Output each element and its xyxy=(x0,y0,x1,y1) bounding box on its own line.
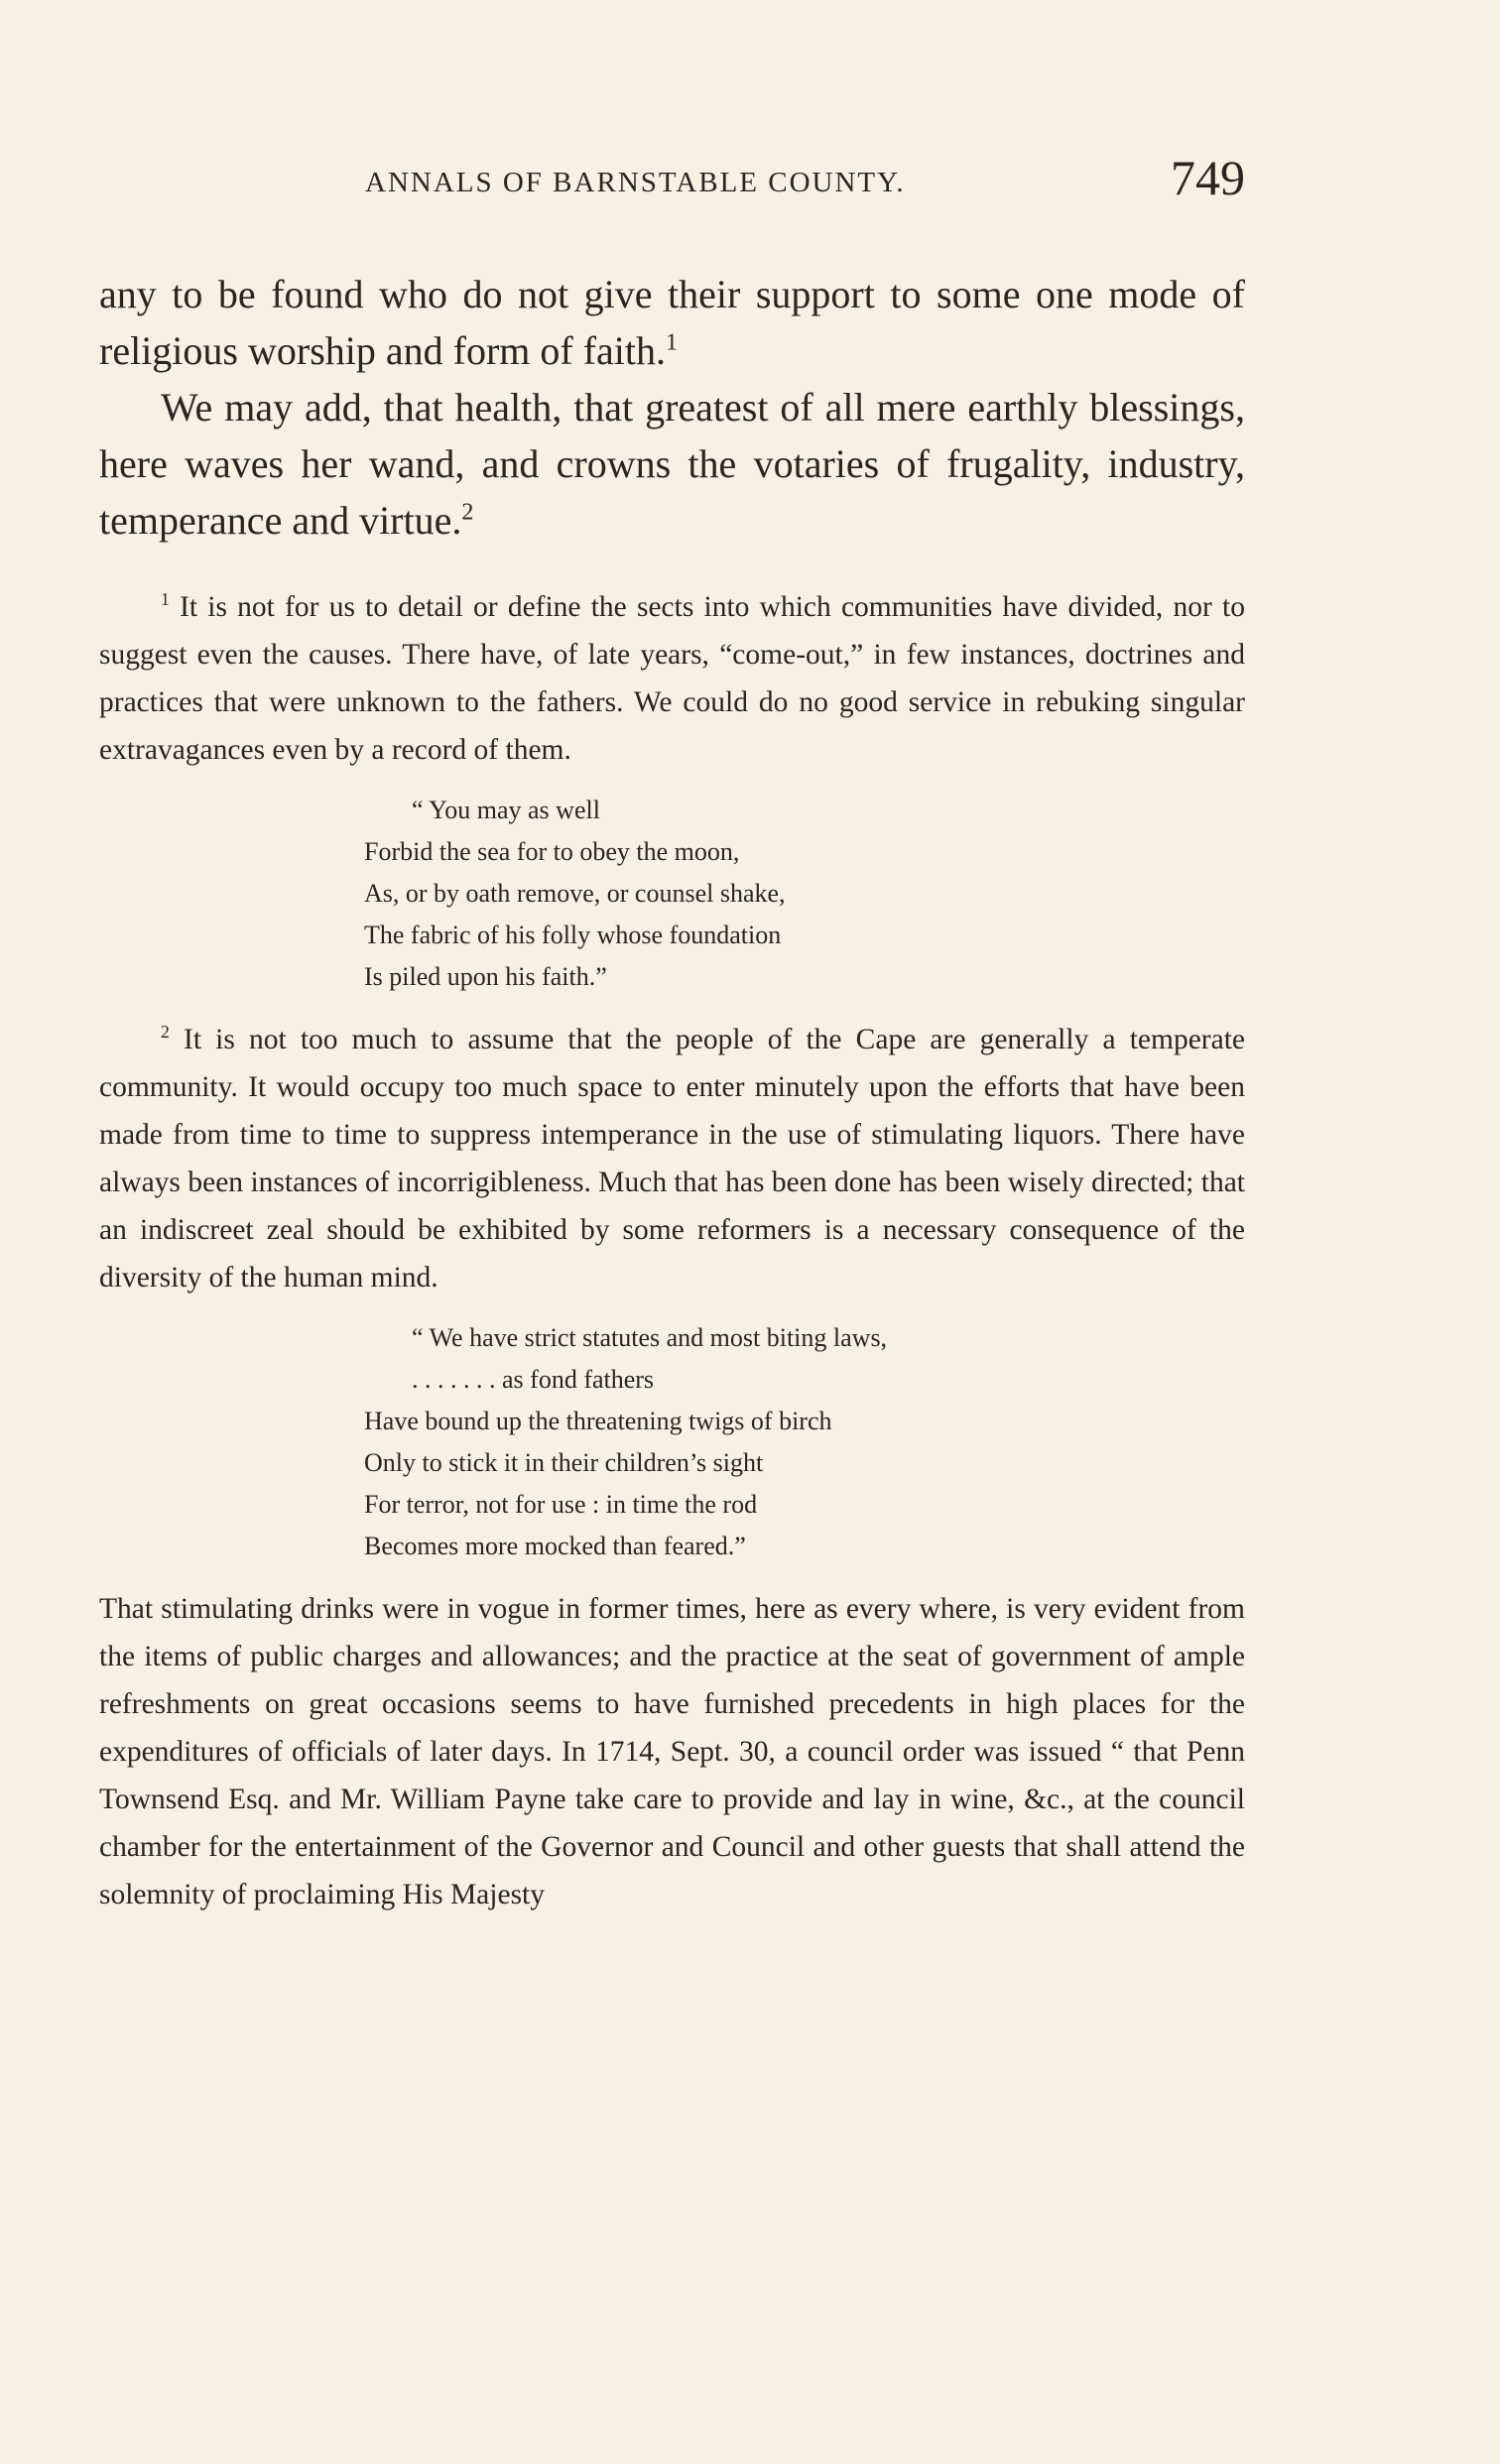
body-paragraph xyxy=(99,266,1245,379)
running-title: ANNALS OF BARNSTABLE COUNTY. xyxy=(365,167,906,198)
footnote-marker: 2 xyxy=(161,1022,170,1043)
verse-line: Is piled upon his faith.” xyxy=(364,962,607,991)
footnote-continuation: That stimulating drinks were in vogue in former times, here as every where, is very evident from the items of public charges and allowances; and the practice at the seat of government of ample refreshments on great occasions seems to have furnished precedents in high places for the expenditures of officials of later days. In 1714, Sept. 30, a council order was issued “ that Penn Townsend Esq. and Mr. William Payne take care to provide and lay in wine, &c., at the council chamber for the entertainment of the Governor and Council and other guests that shall attend the solemnity of proclaiming His Majesty xyxy=(99,1593,1245,1910)
verse-quote xyxy=(364,1317,1245,1567)
verse-line: The fabric of his folly whose foundation xyxy=(364,921,782,949)
verse-quote xyxy=(364,790,1245,998)
footnote xyxy=(99,583,1245,998)
footnote-reference: 1 xyxy=(666,329,678,356)
body-paragraph xyxy=(99,379,1245,549)
verse-line: Only to stick it in their children’s sight xyxy=(364,1448,764,1477)
book-page xyxy=(99,149,1245,1918)
verse-line: For terror, not for use : in time the rod xyxy=(364,1490,758,1519)
running-head xyxy=(99,149,1245,218)
main-text xyxy=(99,266,1245,549)
verse-line: As, or by oath remove, or counsel shake, xyxy=(364,879,786,908)
verse-line: “ You may as well xyxy=(412,796,600,824)
verse-line: Have bound up the threatening twigs of birch xyxy=(364,1407,832,1435)
footnote-text xyxy=(99,583,1245,774)
page-number: 749 xyxy=(1171,150,1245,205)
footnote-marker: 1 xyxy=(161,589,170,610)
footnote-body: It is not for us to detail or define the sects into which communities have divided, nor to suggest even the causes. There have, of late years, “come-out,” in few instances, doctrines and practices that were unknown to the fathers. We could do no good service in rebuking singular extravagances even by a record of them. xyxy=(99,591,1246,766)
verse-line: “ We have strict statutes and most biting laws, xyxy=(412,1323,888,1352)
verse-line: . . . . . . . as fond fathers xyxy=(412,1365,655,1394)
paragraph-text: any to be found who do not give their support to some one mode of religious worship and form of faith. xyxy=(99,272,1245,373)
footnote xyxy=(99,1016,1245,1918)
footnote-reference: 2 xyxy=(461,499,474,526)
footnote-text xyxy=(99,1016,1245,1301)
footnote-body: It is not too much to assume that the people of the Cape are generally a temperate community. It would occupy too much space to enter minutely upon the efforts that have been made from time to time to suppress intemperance in the use of stimulating liquors. There have always been instances of incorrigibleness. Much that has been done has been wisely directed; that an indiscreet zeal should be exhibited by some reformers is a necessary consequence of the diversity of the human mind. xyxy=(99,1024,1245,1294)
footnotes xyxy=(99,583,1245,1918)
verse-line: Forbid the sea for to obey the moon, xyxy=(364,837,740,866)
verse-line: Becomes more mocked than feared.” xyxy=(364,1532,746,1560)
paragraph-text: We may add, that health, that greatest of all mere earthly blessings, here waves her wand, and crowns the votaries of frugality, industry, temperance and virtue. xyxy=(99,385,1245,543)
